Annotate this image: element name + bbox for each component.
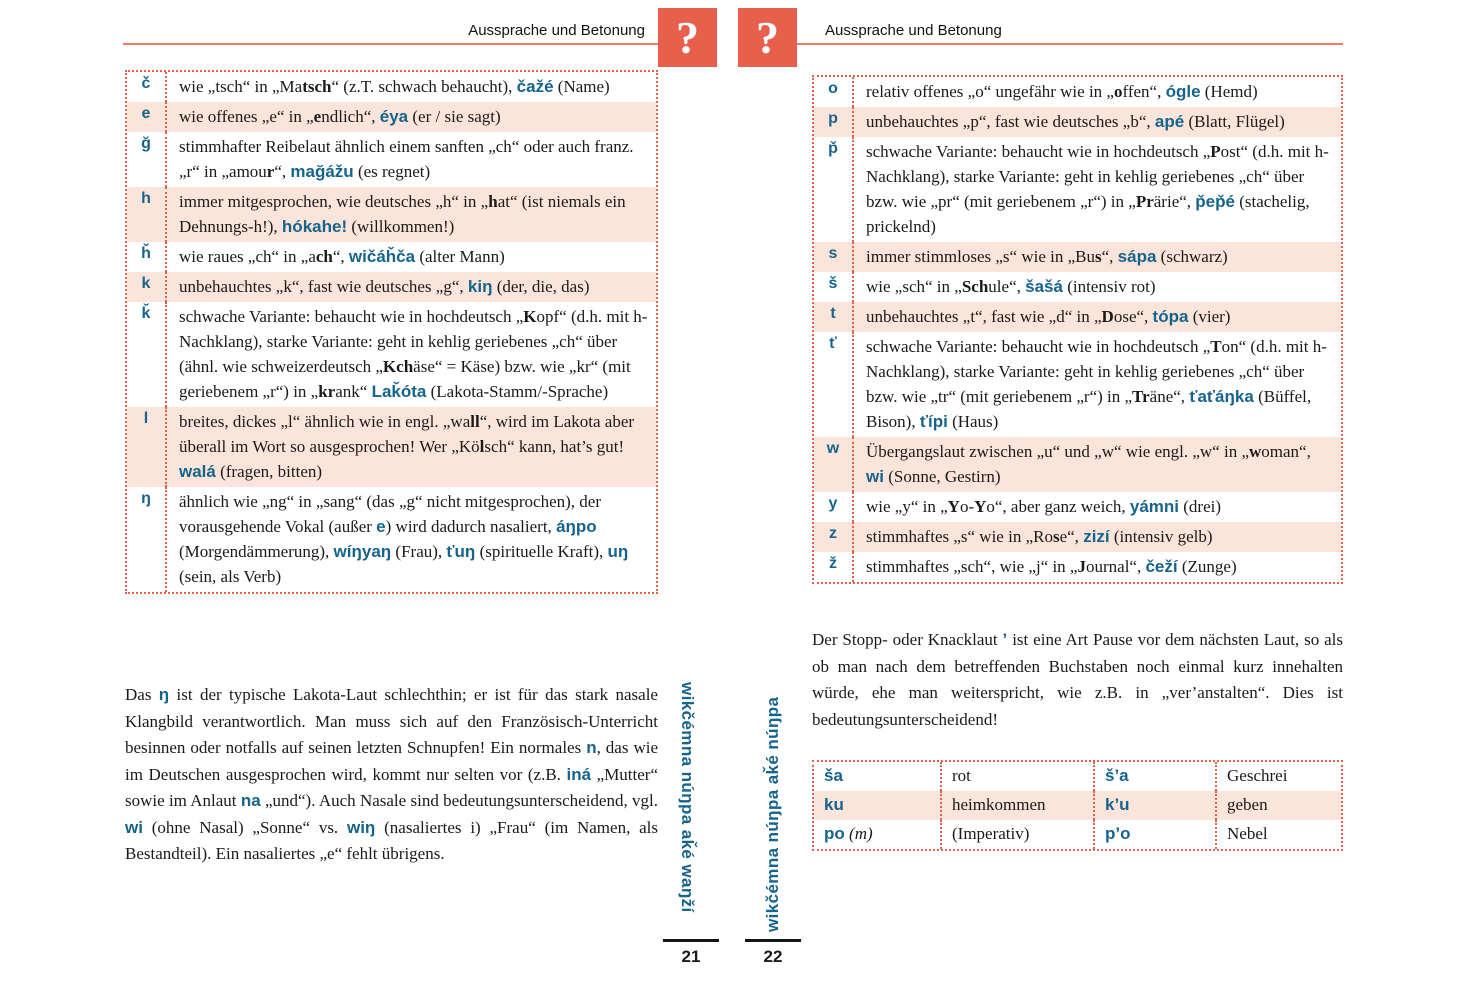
letter-cell: o bbox=[814, 77, 854, 107]
vocab-cell bbox=[1217, 791, 1341, 820]
text-segment: Nebel bbox=[1227, 824, 1268, 843]
text-segment: Kch bbox=[382, 357, 414, 376]
text-segment: J bbox=[1077, 557, 1086, 576]
letter-cell: y bbox=[814, 492, 854, 522]
description-cell bbox=[854, 437, 1341, 492]
text-segment: (Haus) bbox=[947, 412, 999, 431]
description-cell bbox=[854, 107, 1341, 137]
text-segment: immer mitgesprochen, wie deutsches „h“ in „ bbox=[179, 192, 489, 211]
lakota-word: p’o bbox=[1105, 824, 1131, 843]
table-row bbox=[127, 272, 656, 302]
table-row bbox=[814, 302, 1341, 332]
lakota-word: hókahe! bbox=[281, 217, 348, 236]
table-row bbox=[814, 272, 1341, 302]
text-segment: ist eine Art Pause vor dem nächsten Laut, so als ob man nach dem betreffenden Buchstaben noch einmal kurz innehalten würde, ehe man weiterspricht, wie z.B. in „ver’anstalten“. Dies ist bedeutungsunterscheidend! bbox=[812, 630, 1343, 729]
text-segment: (Sonne, Gestirn) bbox=[883, 467, 1001, 486]
letter-cell: t bbox=[814, 302, 854, 332]
table-row bbox=[814, 552, 1341, 582]
text-segment: relativ offenes „o“ ungefähr wie in „ bbox=[866, 82, 1114, 101]
text-segment: ffen“, bbox=[1122, 82, 1166, 101]
text-segment: schwache Variante: behaucht wie in hochdeutsch „ bbox=[866, 142, 1211, 161]
text-segment: P bbox=[1210, 142, 1221, 161]
text-segment: (willkommen!) bbox=[347, 217, 455, 236]
lakota-word: ša bbox=[824, 766, 843, 785]
table-row bbox=[814, 137, 1341, 242]
lakota-word: ŋ bbox=[158, 685, 170, 704]
text-segment: opf“ (d.h. mit h-Nachklang), starke Variante: geht in kehlig geriebenes „ch“ über (ähnl. wie schweizerdeutsch „ bbox=[179, 307, 648, 376]
table-row bbox=[127, 102, 656, 132]
lakota-word: n bbox=[586, 738, 597, 757]
text-segment: unbehauchtes „p“, fast wie deutsches „b“, bbox=[866, 112, 1155, 131]
text-segment: Y bbox=[974, 497, 987, 516]
letter-cell: p̌ bbox=[814, 137, 854, 242]
text-segment: (der, die, das) bbox=[492, 277, 590, 296]
text-segment: unbehauchtes „k“, fast wie deutsches „g“, bbox=[179, 277, 468, 296]
table-row bbox=[127, 187, 656, 242]
table-row bbox=[814, 332, 1341, 437]
letter-cell: ŋ bbox=[127, 487, 167, 592]
lakota-word: wíŋyaŋ bbox=[333, 542, 392, 561]
description-cell bbox=[854, 272, 1341, 302]
vocab-cell bbox=[1095, 820, 1217, 849]
letter-cell: š bbox=[814, 272, 854, 302]
description-cell bbox=[854, 302, 1341, 332]
vocab-contrast-table bbox=[812, 760, 1343, 851]
letter-cell: p bbox=[814, 107, 854, 137]
description-cell bbox=[854, 332, 1341, 437]
lakota-word: éya bbox=[379, 107, 409, 126]
text-segment: schwache Variante: behaucht wie in hochdeutsch „ bbox=[179, 307, 524, 326]
text-segment: (Name) bbox=[553, 77, 610, 96]
text-segment: (ohne Nasal) „Sonne“ vs. bbox=[142, 817, 347, 837]
text-segment: ärie“, bbox=[1153, 192, 1196, 211]
description-cell bbox=[854, 242, 1341, 272]
text-segment: (Imperativ) bbox=[952, 824, 1030, 843]
table-row bbox=[127, 407, 656, 487]
lakota-word: áŋpo bbox=[556, 517, 597, 536]
text-segment: oman“, bbox=[1261, 442, 1311, 461]
lakota-word: ’ bbox=[1002, 630, 1008, 649]
text-segment: (intensiv gelb) bbox=[1109, 527, 1213, 546]
letter-cell: z bbox=[814, 522, 854, 552]
vocab-cell bbox=[814, 820, 942, 849]
lakota-word: ógle bbox=[1165, 82, 1201, 101]
lakota-word: š’a bbox=[1105, 766, 1129, 785]
letter-cell: l bbox=[127, 407, 167, 487]
lakota-word: čažé bbox=[516, 77, 554, 96]
text-segment: rot bbox=[952, 766, 971, 785]
description-cell bbox=[167, 187, 656, 242]
text-segment: wie „tsch“ in „Ma bbox=[179, 77, 303, 96]
vocab-cell bbox=[942, 762, 1095, 791]
text-segment: (Lakota-Stamm/-Sprache) bbox=[426, 382, 609, 401]
lakota-word: wi bbox=[125, 817, 143, 837]
lakota-word: tópa bbox=[1152, 307, 1189, 326]
text-segment: ist der typische Lakota-Laut schlechthin; er ist für das stark nasale Klangbild verantwortlich. Man muss sich auf den Französisch-Unterricht besinnen oder notfalls auf seinen letzten Schnupfen! Ein normales bbox=[125, 685, 658, 757]
text-segment: unbehauchtes „t“, fast wie „d“ in „ bbox=[866, 307, 1102, 326]
vocab-cell bbox=[814, 791, 942, 820]
description-cell bbox=[167, 487, 656, 592]
lakota-word: iná bbox=[566, 764, 592, 784]
text-segment: ost“ (d.h. mit h-Nachklang), starke Variante: geht in kehlig geriebenes „ch“ über bzw. wie „pr“ (mit geriebenem „r“) in „ bbox=[866, 142, 1329, 211]
letter-cell: ȟ bbox=[127, 242, 167, 272]
text-segment: (fragen, bitten) bbox=[215, 462, 323, 481]
lakota-word: wičáȟča bbox=[348, 247, 416, 266]
text-segment: l bbox=[479, 437, 485, 456]
margin-tab-right: wikčémna núŋpa aǩé núŋpa bbox=[763, 696, 782, 932]
text-segment: wie „sch“ in „ bbox=[866, 277, 962, 296]
lakota-word: Laǩóta bbox=[371, 382, 427, 401]
text-segment: (Zunge) bbox=[1177, 557, 1237, 576]
letter-cell: ž bbox=[814, 552, 854, 582]
text-segment: wie „y“ in „ bbox=[866, 497, 948, 516]
text-segment: on“ (d.h. mit h-Nachklang), starke Variante: geht in kehlig geriebenes „ch“ über bzw. wie „tr“ (mit geriebenem „r“) in „ bbox=[866, 337, 1327, 406]
description-cell bbox=[167, 302, 656, 407]
text-segment: Tr bbox=[1132, 387, 1150, 406]
question-mark-icon: ? bbox=[658, 8, 717, 67]
table-row bbox=[814, 492, 1341, 522]
table-row bbox=[127, 72, 656, 102]
lakota-word: po bbox=[824, 824, 845, 843]
text-segment: ule“, bbox=[988, 277, 1026, 296]
lakota-word: p̌ep̌é bbox=[1195, 192, 1235, 211]
description-cell bbox=[854, 522, 1341, 552]
text-segment: Pr bbox=[1135, 192, 1154, 211]
text-segment: Sch bbox=[961, 277, 989, 296]
text-segment: r bbox=[266, 162, 275, 181]
page-number-right: 22 bbox=[763, 947, 783, 966]
text-segment: (es regnet) bbox=[353, 162, 431, 181]
text-segment: ) wird dadurch nasaliert, bbox=[385, 517, 557, 536]
text-segment: äne“, bbox=[1149, 387, 1190, 406]
text-segment: stimmhafter Reibelaut ähnlich einem sanften „ch“ oder auch franz. „r“ in „amou bbox=[179, 137, 634, 181]
text-segment: ll bbox=[470, 412, 480, 431]
header-rule-right bbox=[797, 43, 1343, 45]
text-segment: sch“ kann, hat’s gut! bbox=[484, 437, 625, 456]
letter-cell: ǩ bbox=[127, 302, 167, 407]
question-mark-icon: ? bbox=[738, 8, 797, 67]
text-segment: ournal“, bbox=[1085, 557, 1146, 576]
page-header-right: Aussprache und Betonung bbox=[825, 22, 1002, 39]
text-segment: stimmhaftes „s“ wie in „Ro bbox=[866, 527, 1053, 546]
text-segment: “, wird im Lakota aber überall im Wort so ausgesprochen! Wer „Kö bbox=[179, 412, 635, 456]
margin-tab-left: wikčémna núŋpa aǩé waŋží bbox=[678, 682, 697, 913]
text-segment: (Morgendämmerung), bbox=[179, 542, 334, 561]
text-segment: (Büffel, Bison), bbox=[866, 387, 1312, 431]
text-segment: Der Stopp- oder Knacklaut bbox=[812, 630, 1003, 649]
text-segment: , das wie im Deutschen ausgesprochen wird, kommt nur selten vor (z.B. bbox=[125, 738, 658, 784]
text-segment: D bbox=[1101, 307, 1114, 326]
table-row bbox=[127, 242, 656, 272]
text-segment: K bbox=[523, 307, 537, 326]
letter-cell: e bbox=[127, 102, 167, 132]
description-cell bbox=[854, 77, 1341, 107]
lakota-word: sápa bbox=[1117, 247, 1157, 266]
text-segment: Übergangslaut zwischen „u“ und „w“ wie engl. „w“ in „ bbox=[866, 442, 1249, 461]
text-segment: (spirituelle Kraft), bbox=[475, 542, 608, 561]
letter-cell: h bbox=[127, 187, 167, 242]
vocab-cell bbox=[942, 791, 1095, 820]
text-segment: (Frau), bbox=[391, 542, 447, 561]
text-segment: Y bbox=[947, 497, 960, 516]
lakota-word: kiŋ bbox=[467, 277, 493, 296]
text-segment: e“, bbox=[1059, 527, 1084, 546]
description-cell bbox=[167, 407, 656, 487]
text-segment: wie raues „ch“ in „a bbox=[179, 247, 316, 266]
text-segment: e bbox=[313, 107, 322, 126]
text-segment: (intensiv rot) bbox=[1062, 277, 1156, 296]
text-segment: (drei) bbox=[1179, 497, 1222, 516]
description-cell bbox=[854, 137, 1341, 242]
table-row bbox=[814, 522, 1341, 552]
text-segment: o bbox=[1113, 82, 1123, 101]
text-segment: stimmhaftes „sch“, wie „j“ in „ bbox=[866, 557, 1078, 576]
lakota-word: walá bbox=[179, 462, 216, 481]
text-segment: s bbox=[1095, 247, 1102, 266]
lakota-word: zizí bbox=[1083, 527, 1110, 546]
lakota-word: ťuŋ bbox=[446, 542, 476, 561]
text-segment: “, bbox=[332, 247, 349, 266]
lakota-word: ku bbox=[824, 795, 844, 814]
lakota-word: mağážu bbox=[290, 162, 354, 181]
lakota-word: na bbox=[240, 791, 261, 810]
text-segment: ndlich“, bbox=[321, 107, 380, 126]
text-segment: immer stimmloses „s“ wie in „Bu bbox=[866, 247, 1095, 266]
text-segment: ank“ bbox=[335, 382, 372, 401]
lakota-word: ťaťáŋka bbox=[1189, 387, 1254, 406]
letter-cell: s bbox=[814, 242, 854, 272]
text-segment: tsch bbox=[302, 77, 332, 96]
text-segment: (Hemd) bbox=[1200, 82, 1258, 101]
vocab-cell bbox=[1095, 762, 1217, 791]
text-segment: Geschrei bbox=[1227, 766, 1288, 785]
text-segment: „Mutter“ sowie im Anlaut bbox=[125, 764, 659, 810]
text-segment: (sein, als Verb) bbox=[179, 567, 282, 586]
description-cell bbox=[167, 102, 656, 132]
description-cell bbox=[167, 72, 656, 102]
text-segment: (m) bbox=[844, 824, 873, 843]
letter-cell: č bbox=[127, 72, 167, 102]
text-segment: h bbox=[488, 192, 498, 211]
header-rule-left bbox=[123, 43, 658, 45]
text-segment: ähnlich wie „ng“ in „sang“ (das „g“ nicht mitgesprochen), der vorausgehende Vokal (außer bbox=[179, 492, 602, 536]
text-segment: breites, dickes „l“ ähnlich wie in engl. „wa bbox=[179, 412, 471, 431]
letter-cell: ť bbox=[814, 332, 854, 437]
text-segment: äse“ = Käse) bzw. wie „kr“ (mit geriebenem „r“) in „ bbox=[179, 357, 631, 401]
text-segment: (nasaliertes i) „Frau“ (im Namen, als Bestandteil). Ein nasaliertes „e“ fehlt übrigens. bbox=[125, 817, 658, 863]
lakota-word: šašá bbox=[1025, 277, 1063, 296]
text-segment: s bbox=[1052, 527, 1060, 546]
description-cell bbox=[167, 132, 656, 187]
lakota-word: yámni bbox=[1129, 497, 1180, 516]
description-cell bbox=[854, 492, 1341, 522]
page-number-left: 21 bbox=[681, 947, 701, 966]
lakota-word: ťípi bbox=[919, 412, 948, 431]
vocab-cell bbox=[814, 762, 942, 791]
table-row bbox=[814, 107, 1341, 137]
text-segment: (stachelig, prickelnd) bbox=[866, 192, 1310, 236]
lakota-word: apé bbox=[1154, 112, 1185, 131]
description-cell bbox=[167, 242, 656, 272]
paragraph-nasal-sound bbox=[125, 682, 658, 868]
text-segment: ch bbox=[315, 247, 333, 266]
description-cell bbox=[167, 272, 656, 302]
text-segment: schwache Variante: behaucht wie in hochdeutsch „ bbox=[866, 337, 1211, 356]
text-segment: at“ (ist niemals ein Dehnungs-h!), bbox=[179, 192, 626, 236]
table-row bbox=[814, 242, 1341, 272]
text-segment: Das bbox=[125, 685, 159, 704]
text-segment: kr bbox=[318, 382, 336, 401]
text-segment: „und“). Auch Nasale sind bedeutungsunterscheidend, vgl. bbox=[260, 791, 658, 810]
page-number-rule bbox=[745, 939, 801, 942]
table-row bbox=[127, 487, 656, 592]
description-cell bbox=[854, 552, 1341, 582]
text-segment: wie offenes „e“ in „ bbox=[179, 107, 314, 126]
letter-cell: ğ bbox=[127, 132, 167, 187]
lakota-word: wi bbox=[866, 467, 884, 486]
text-segment: “, bbox=[1101, 247, 1118, 266]
table-row bbox=[127, 302, 656, 407]
table-row bbox=[814, 437, 1341, 492]
text-segment: ose“, bbox=[1113, 307, 1153, 326]
text-segment: T bbox=[1210, 337, 1222, 356]
text-segment: “ (z.T. schwach behaucht), bbox=[331, 77, 517, 96]
page-header-left: Aussprache und Betonung bbox=[468, 22, 645, 39]
lakota-word: e bbox=[376, 517, 386, 536]
lakota-word: wiŋ bbox=[346, 817, 376, 837]
paragraph-glottal-stop bbox=[812, 627, 1343, 733]
text-segment: (schwarz) bbox=[1156, 247, 1228, 266]
pronunciation-table-right bbox=[812, 75, 1343, 584]
text-segment: (vier) bbox=[1188, 307, 1231, 326]
text-segment: (Blatt, Flügel) bbox=[1184, 112, 1285, 131]
page-number-rule bbox=[663, 939, 719, 942]
text-segment: o“, aber ganz weich, bbox=[986, 497, 1130, 516]
lakota-word: uŋ bbox=[607, 542, 629, 561]
vocab-cell bbox=[942, 820, 1095, 849]
pronunciation-table-left bbox=[125, 70, 658, 594]
text-segment: o- bbox=[959, 497, 975, 516]
text-segment: heimkommen bbox=[952, 795, 1046, 814]
table-row bbox=[814, 77, 1341, 107]
lakota-word: k’u bbox=[1105, 795, 1130, 814]
table-row bbox=[127, 132, 656, 187]
text-segment: (er / sie sagt) bbox=[408, 107, 501, 126]
vocab-cell bbox=[1217, 820, 1341, 849]
letter-cell: k bbox=[127, 272, 167, 302]
lakota-word: čeží bbox=[1145, 557, 1178, 576]
text-segment: geben bbox=[1227, 795, 1268, 814]
vocab-cell bbox=[1217, 762, 1341, 791]
text-segment: “, bbox=[274, 162, 291, 181]
text-segment: w bbox=[1249, 442, 1262, 461]
text-segment: (alter Mann) bbox=[415, 247, 505, 266]
vocab-cell bbox=[1095, 791, 1217, 820]
letter-cell: w bbox=[814, 437, 854, 492]
